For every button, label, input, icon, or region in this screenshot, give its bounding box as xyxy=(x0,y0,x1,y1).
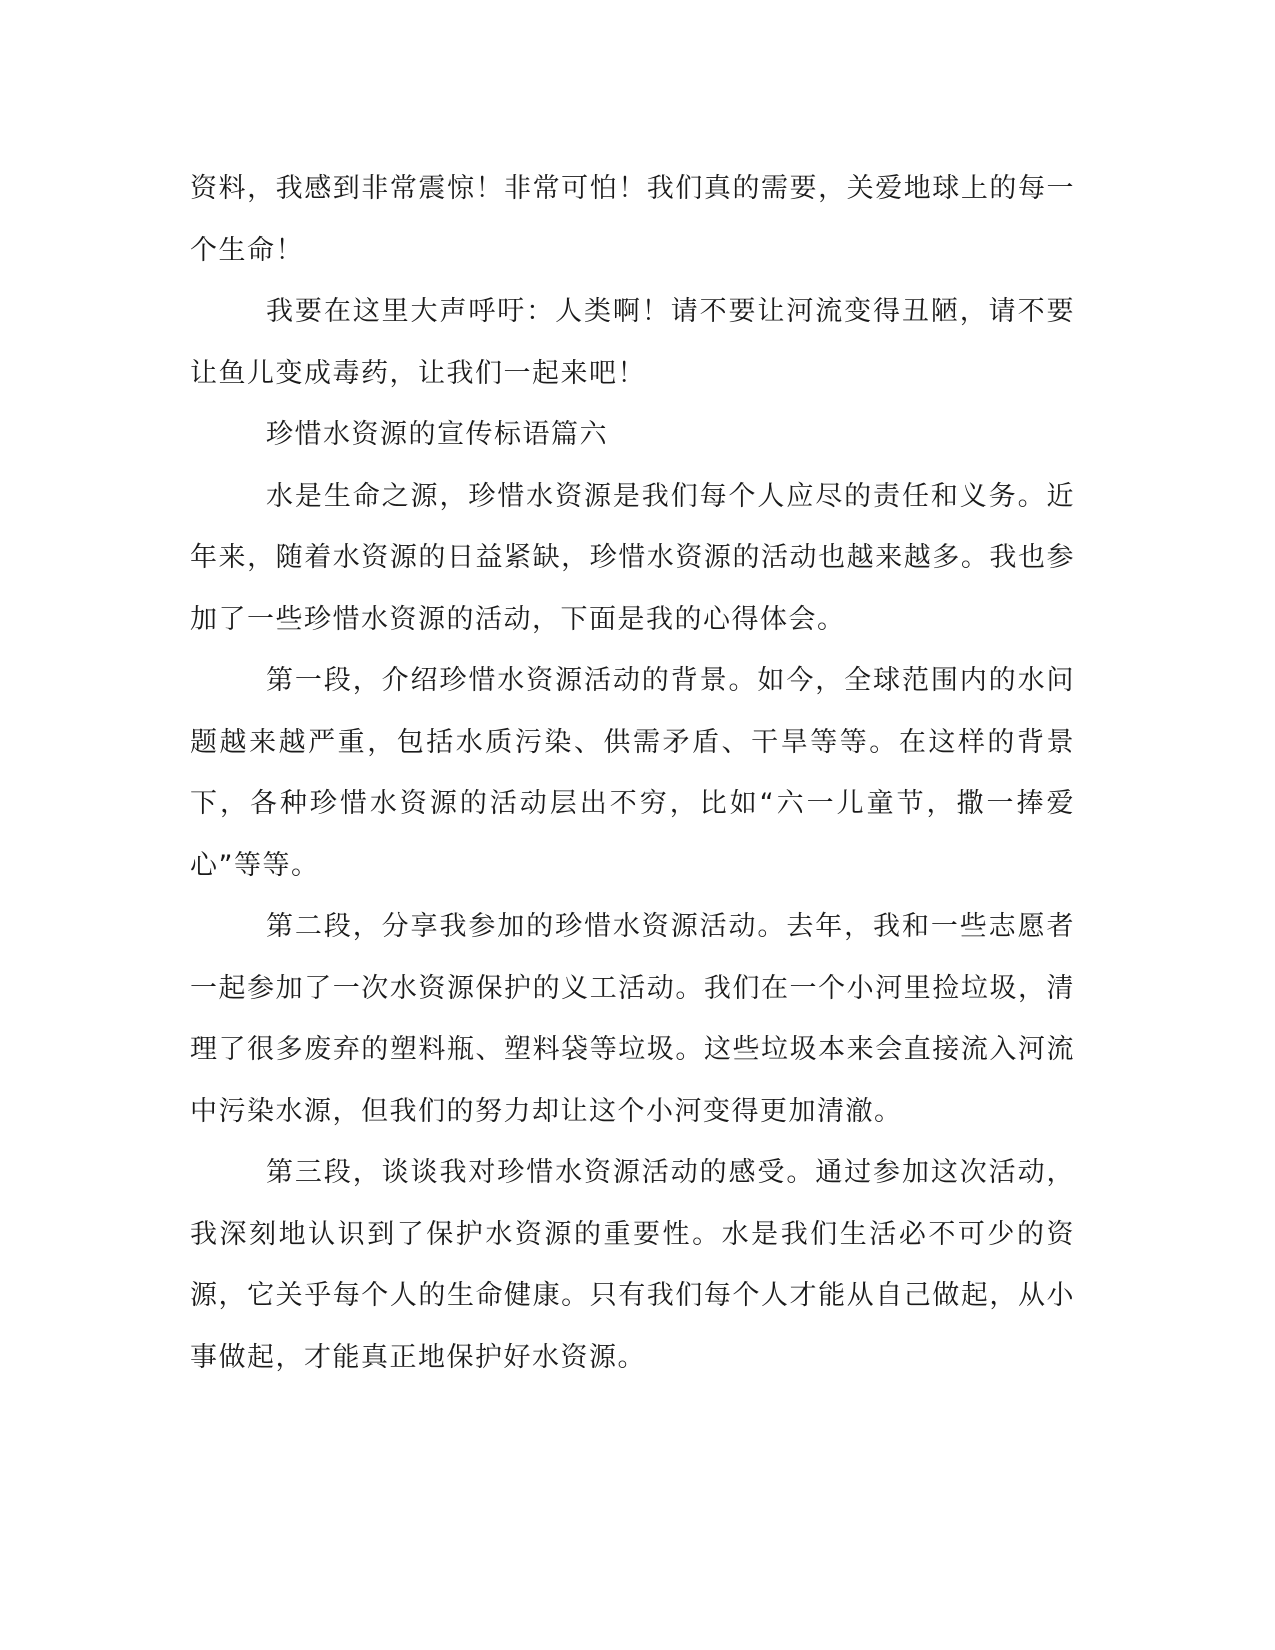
paragraph-intro: 水是生命之源，珍惜水资源是我们每个人应尽的责任和义务。近年来，随着水资源的日益紧缺，珍惜水资源的活动也越来越多。我也参加了一些珍惜水资源的活动，下面是我的心得体会。 xyxy=(190,480,1075,635)
document-body xyxy=(190,158,1075,1388)
paragraph-1: 资料，我感到非常震惊！非常可怕！我们真的需要，关爱地球上的每一个生命！ xyxy=(190,173,1075,266)
paragraph-2: 我要在这里大声呼吁：人类啊！请不要让河流变得丑陋，请不要让鱼儿变成毒药，让我们一起来吧！ xyxy=(190,296,1075,389)
paragraph-section-3: 第三段，谈谈我对珍惜水资源活动的感受。通过参加这次活动，我深刻地认识到了保护水资源的重要性。水是我们生活必不可少的资源，它关乎每个人的生命健康。只有我们每个人才能从自己做起，从小事做起，才能真正地保护好水资源。 xyxy=(190,1157,1075,1373)
paragraph-section-1: 第一段，介绍珍惜水资源活动的背景。如今，全球范围内的水问题越来越严重，包括水质污染、供需矛盾、干旱等等。在这样的背景下，各种珍惜水资源的活动层出不穷，比如“六一儿童节，撒一捧爱心”等等。 xyxy=(190,665,1075,881)
paragraph-section-2: 第二段，分享我参加的珍惜水资源活动。去年，我和一些志愿者一起参加了一次水资源保护的义工活动。我们在一个小河里捡垃圾，清理了很多废弃的塑料瓶、塑料袋等垃圾。这些垃圾本来会直接流入河流中污染水源，但我们的努力却让这个小河变得更加清澈。 xyxy=(190,911,1075,1127)
section-heading: 珍惜水资源的宣传标语篇六 xyxy=(266,419,608,450)
